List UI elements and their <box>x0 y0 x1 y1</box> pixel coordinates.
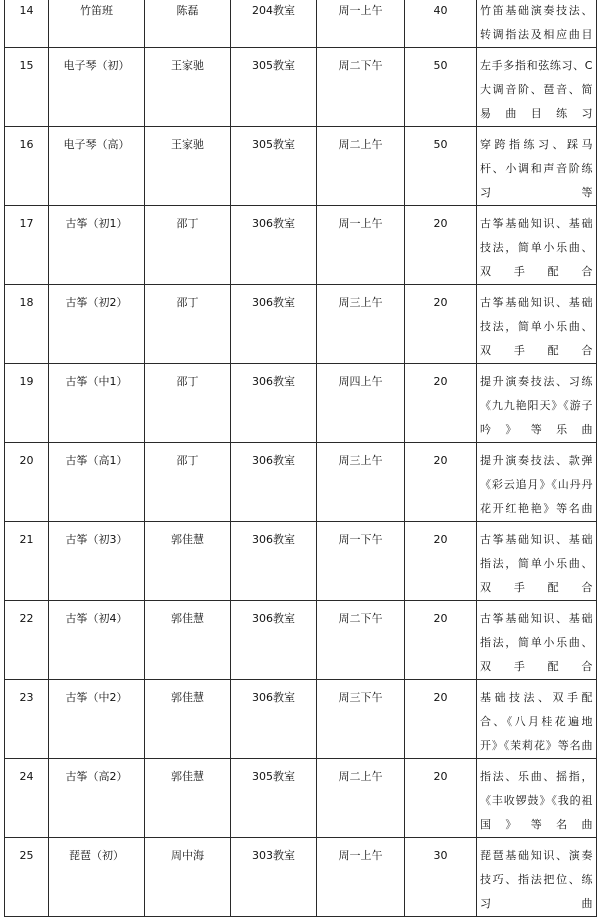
table-row <box>5 206 597 285</box>
course-content: 竹笛基础演奏技法、转调指法及相应曲目 <box>477 0 597 48</box>
classroom: 305教室 <box>231 127 317 206</box>
course-content: 古筝基础知识、基础技法，简单小乐曲、双手配合 <box>477 285 597 364</box>
student-count: 20 <box>405 443 477 522</box>
course-content: 左手多指和弦练习、C大调音阶、琶音、简易曲目练习 <box>477 48 597 127</box>
row-number: 15 <box>5 48 49 127</box>
course-name: 古筝（初4） <box>49 601 145 680</box>
teacher-name: 王家驰 <box>145 48 231 127</box>
teacher-name: 邵丁 <box>145 285 231 364</box>
teacher-name: 王家驰 <box>145 127 231 206</box>
table-row <box>5 680 597 759</box>
course-content: 古筝基础知识、基础指法，简单小乐曲、双手配合 <box>477 601 597 680</box>
row-number: 24 <box>5 759 49 838</box>
classroom: 305教室 <box>231 48 317 127</box>
course-name: 电子琴（高） <box>49 127 145 206</box>
student-count: 20 <box>405 601 477 680</box>
table-row <box>5 443 597 522</box>
table-row <box>5 759 597 838</box>
table-row <box>5 522 597 601</box>
row-number: 14 <box>5 0 49 48</box>
course-content: 古筝基础知识、基础指法，简单小乐曲、双手配合 <box>477 522 597 601</box>
course-name: 古筝（初1） <box>49 206 145 285</box>
course-name: 竹笛班 <box>49 0 145 48</box>
table-row <box>5 127 597 206</box>
student-count: 20 <box>405 680 477 759</box>
class-time: 周二上午 <box>317 759 405 838</box>
teacher-name: 邵丁 <box>145 206 231 285</box>
class-time: 周一上午 <box>317 838 405 917</box>
classroom: 204教室 <box>231 0 317 48</box>
table-row <box>5 838 597 917</box>
row-number: 18 <box>5 285 49 364</box>
course-content: 琵琶基础知识、演奏技巧、指法把位、练习曲 <box>477 838 597 917</box>
course-content: 提升演奏技法、习练《九九艳阳天》《游子吟》等乐曲 <box>477 364 597 443</box>
table-row <box>5 0 597 48</box>
classroom: 306教室 <box>231 443 317 522</box>
course-content: 基础技法、双手配合、《八月桂花遍地开》《茉莉花》等名曲 <box>477 680 597 759</box>
row-number: 19 <box>5 364 49 443</box>
teacher-name: 周中海 <box>145 838 231 917</box>
classroom: 306教室 <box>231 680 317 759</box>
student-count: 20 <box>405 285 477 364</box>
student-count: 50 <box>405 127 477 206</box>
course-name: 古筝（高2） <box>49 759 145 838</box>
course-content: 古筝基础知识、基础技法，简单小乐曲、双手配合 <box>477 206 597 285</box>
course-name: 电子琴（初） <box>49 48 145 127</box>
classroom: 306教室 <box>231 522 317 601</box>
row-number: 23 <box>5 680 49 759</box>
course-name: 古筝（高1） <box>49 443 145 522</box>
student-count: 40 <box>405 0 477 48</box>
course-content: 穿跨指练习、踩马杆、小调和声音阶练习等 <box>477 127 597 206</box>
class-time: 周三上午 <box>317 443 405 522</box>
table-row <box>5 364 597 443</box>
course-content: 指法、乐曲、摇指，《丰收锣鼓》《我的祖国》等名曲 <box>477 759 597 838</box>
student-count: 20 <box>405 759 477 838</box>
classroom: 306教室 <box>231 601 317 680</box>
row-number: 21 <box>5 522 49 601</box>
classroom: 305教室 <box>231 759 317 838</box>
course-name: 古筝（初2） <box>49 285 145 364</box>
classroom: 303教室 <box>231 838 317 917</box>
class-time: 周二上午 <box>317 127 405 206</box>
teacher-name: 郭佳慧 <box>145 680 231 759</box>
classroom: 306教室 <box>231 206 317 285</box>
course-name: 古筝（初3） <box>49 522 145 601</box>
table-row <box>5 285 597 364</box>
class-time: 周三下午 <box>317 680 405 759</box>
student-count: 20 <box>405 206 477 285</box>
student-count: 50 <box>405 48 477 127</box>
teacher-name: 陈磊 <box>145 0 231 48</box>
course-table-page <box>4 0 596 910</box>
row-number: 16 <box>5 127 49 206</box>
row-number: 17 <box>5 206 49 285</box>
classroom: 306教室 <box>231 364 317 443</box>
student-count: 20 <box>405 364 477 443</box>
teacher-name: 邵丁 <box>145 443 231 522</box>
class-time: 周二下午 <box>317 601 405 680</box>
class-time: 周一上午 <box>317 206 405 285</box>
course-name: 古筝（中1） <box>49 364 145 443</box>
teacher-name: 郭佳慧 <box>145 522 231 601</box>
student-count: 20 <box>405 522 477 601</box>
class-time: 周三上午 <box>317 285 405 364</box>
course-name: 琵琶（初） <box>49 838 145 917</box>
row-number: 22 <box>5 601 49 680</box>
classroom: 306教室 <box>231 285 317 364</box>
row-number: 20 <box>5 443 49 522</box>
teacher-name: 郭佳慧 <box>145 759 231 838</box>
course-content: 提升演奏技法、款弹《彩云追月》《山丹丹花开红艳艳》等名曲 <box>477 443 597 522</box>
teacher-name: 郭佳慧 <box>145 601 231 680</box>
class-time: 周四上午 <box>317 364 405 443</box>
student-count: 30 <box>405 838 477 917</box>
course-name: 古筝（中2） <box>49 680 145 759</box>
table-row <box>5 48 597 127</box>
teacher-name: 邵丁 <box>145 364 231 443</box>
class-time: 周一上午 <box>317 0 405 48</box>
row-number: 25 <box>5 838 49 917</box>
table-row <box>5 601 597 680</box>
class-time: 周一下午 <box>317 522 405 601</box>
course-schedule-table <box>4 0 597 917</box>
class-time: 周二下午 <box>317 48 405 127</box>
